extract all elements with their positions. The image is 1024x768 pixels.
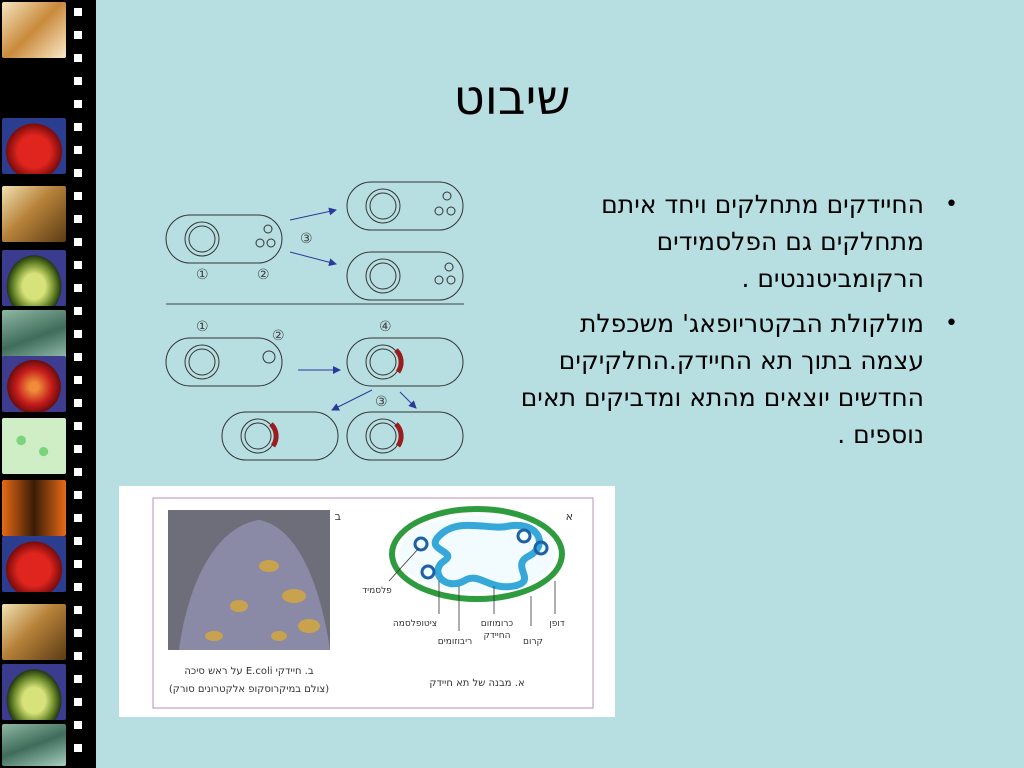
bacterium-cell xyxy=(347,412,463,460)
dna-thumbnail xyxy=(2,2,66,58)
plasmid-circle xyxy=(264,225,272,233)
film-perforations xyxy=(74,0,88,768)
caption-a: א. מבנה של תא חיידק xyxy=(429,678,525,689)
avocado-thumbnail xyxy=(2,250,66,306)
step-label: ③ xyxy=(300,231,313,247)
arrow-icon xyxy=(332,390,372,410)
bacterium-cell xyxy=(222,412,338,460)
bullet-dot-icon: • xyxy=(945,311,958,336)
chromosome-circle xyxy=(185,222,219,256)
film-strip-decoration xyxy=(0,0,96,768)
bullet-text: מולקולת הבקטריופאג' משכפלת עצמה בתוך תא החיידק.החלקיקים החדשים יוצאים מהתא ומדביקים תאים נוספים . xyxy=(520,309,924,449)
bullet-item xyxy=(510,186,976,297)
chromosome-label: כרומוזום xyxy=(480,619,514,629)
plasmid-label: פלסמיד xyxy=(362,586,392,596)
bacterium-cell xyxy=(166,338,282,386)
slide-title: שיבוט xyxy=(453,70,571,126)
bacterium-cell xyxy=(166,215,282,263)
cloning-diagram xyxy=(150,170,480,470)
step-label: ② xyxy=(272,328,285,344)
figure-label-a: א xyxy=(565,510,573,523)
leaf-thumbnail xyxy=(2,724,66,766)
bullet-item xyxy=(510,305,976,453)
strawberry-thumbnail xyxy=(2,536,66,592)
bacterium-cell xyxy=(347,338,463,386)
strawberry-thumbnail xyxy=(2,118,66,174)
cells-thumbnail xyxy=(2,418,66,474)
bacterium-cell xyxy=(347,252,463,300)
step-label: ② xyxy=(257,267,270,283)
phage-dna xyxy=(396,424,401,446)
figure-label-b: ב xyxy=(334,510,341,523)
membrane-label: קרום xyxy=(523,637,543,647)
apple-thumbnail xyxy=(2,356,66,412)
bullet-text: החיידקים מתחלקים ויחד איתם מתחלקים גם הפלסמידים הרקומביטננטים . xyxy=(601,190,924,293)
phage-dna xyxy=(396,350,401,372)
butterfly-thumbnail xyxy=(2,480,66,536)
bullet-dot-icon: • xyxy=(945,192,958,217)
avocado-thumbnail xyxy=(2,664,66,720)
bacterium-cell xyxy=(347,182,463,230)
caption-b-sub: (צולם במיקרוסקופ אלקטרונים סורק) xyxy=(168,684,330,695)
bacteria-figure xyxy=(119,486,615,717)
step-label: ④ xyxy=(379,319,392,335)
step-label: ① xyxy=(196,267,209,283)
phage-dna xyxy=(271,424,276,446)
bullet-list xyxy=(510,186,976,461)
caption-b: ב. חיידקי E.coli על ראש סיכה xyxy=(184,666,314,677)
arrow-icon xyxy=(400,392,416,408)
chromosome-label-2: החיידק xyxy=(483,631,511,641)
cytoplasm-label: ציטופלסמה xyxy=(392,619,438,629)
wheat-thumbnail xyxy=(2,186,66,242)
wheat-thumbnail xyxy=(2,604,66,660)
arrow-icon xyxy=(290,210,336,220)
wall-label: דופן xyxy=(549,619,565,629)
arrow-icon xyxy=(290,252,336,264)
step-label: ① xyxy=(196,319,209,335)
step-label: ③ xyxy=(375,394,388,410)
ribosomes-label: ריבוזומים xyxy=(437,637,473,647)
